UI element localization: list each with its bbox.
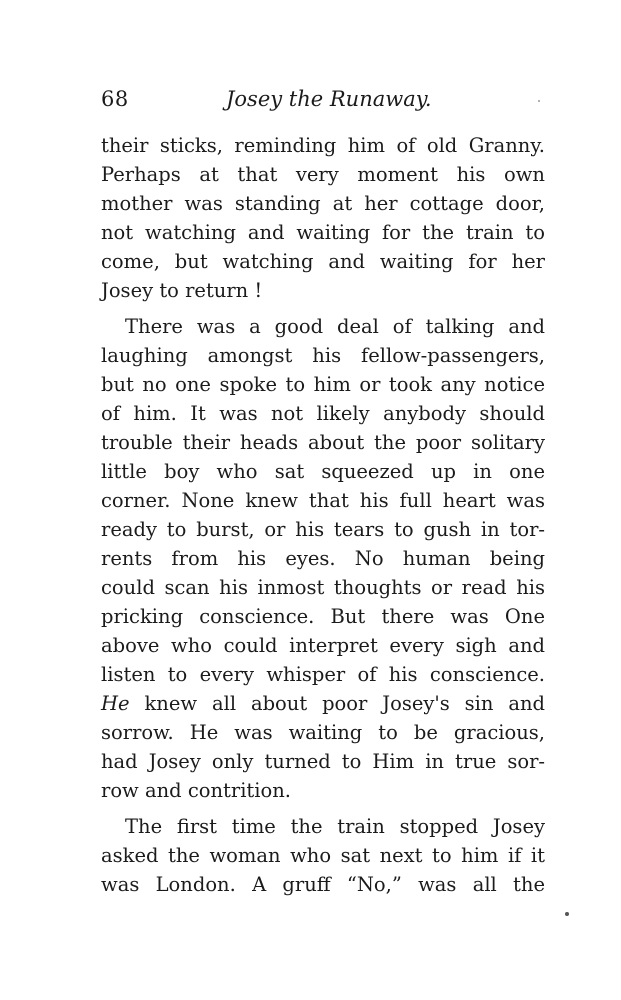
text-line: not watching and waiting for the train to (101, 221, 545, 244)
text-line: their sticks, reminding him of old Granny. (101, 134, 545, 157)
text-line-with-italic-lead (101, 689, 545, 718)
body-text (101, 131, 545, 899)
text-line: ready to burst, or his tears to gush in tor- (101, 518, 545, 541)
text-line: laughing amongst his fellow-passengers, (101, 344, 545, 367)
text-line: row and contrition. (101, 779, 292, 802)
italic-word: He (101, 692, 130, 715)
text-line: had Josey only turned to Him in true sor- (101, 750, 545, 773)
text-line: sorrow. He was waiting to be gracious, (101, 721, 545, 744)
paper-speck (538, 100, 540, 102)
text-line: corner. None knew that his full heart was (101, 489, 545, 512)
text-line-rest: knew all about poor Josey's sin and (144, 692, 545, 715)
text-line: pricking conscience. But there was One (101, 605, 545, 628)
text-line: trouble their heads about the poor solitary (101, 431, 545, 454)
text-line: was London. A gruff “No,” was all the (101, 873, 545, 896)
text-line: Perhaps at that very moment his own (101, 163, 545, 186)
text-line: mother was standing at her cottage door, (101, 192, 545, 215)
text-line: above who could interpret every sigh and (101, 634, 545, 657)
paragraph-gap (101, 805, 545, 812)
page-header (0, 84, 621, 114)
text-line: asked the woman who sat next to him if it (101, 844, 545, 867)
text-line: listen to every whisper of his conscience. (101, 663, 545, 686)
page-number: 68 (101, 87, 129, 111)
text-line: rents from his eyes. No human being (101, 547, 545, 570)
paragraph-1 (101, 131, 545, 305)
text-line: could scan his inmost thoughts or read his (101, 576, 545, 599)
text-line: Josey to return ! (101, 279, 263, 302)
paper-speck (565, 912, 569, 916)
text-line: of him. It was not likely anybody should (101, 402, 545, 425)
text-line: The first time the train stopped Josey (125, 815, 545, 838)
text-line: little boy who sat squeezed up in one (101, 460, 545, 483)
paragraph-gap (101, 305, 545, 312)
running-title: Josey the Runaway. (226, 87, 432, 111)
text-line: There was a good deal of talking and (125, 315, 545, 338)
paragraph-3 (101, 812, 545, 899)
paragraph-2 (101, 312, 545, 805)
text-line: but no one spoke to him or took any notice (101, 373, 545, 396)
text-line: come, but watching and waiting for her (101, 250, 545, 273)
